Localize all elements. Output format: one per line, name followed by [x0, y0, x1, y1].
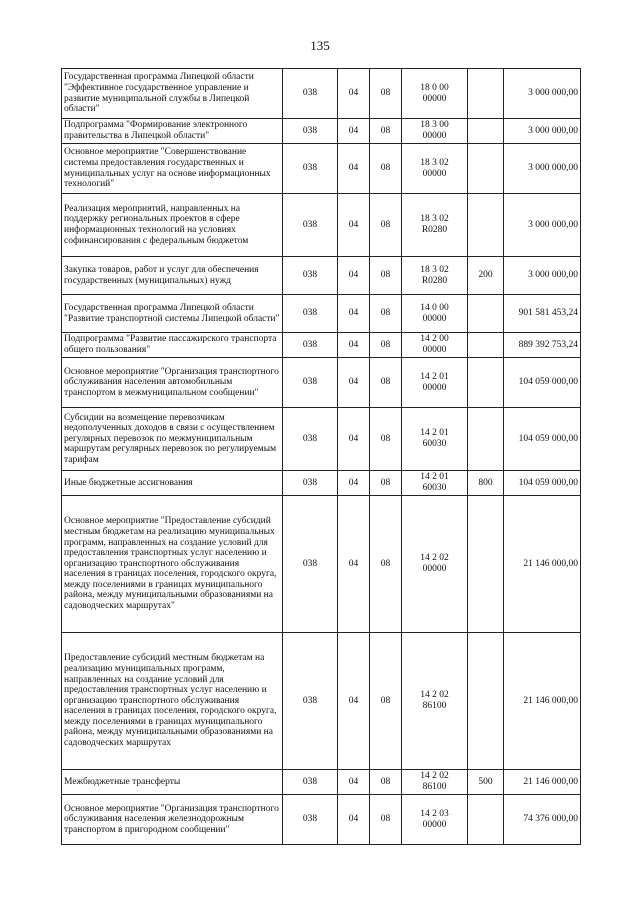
section-code-cell: 04	[338, 471, 370, 496]
section-code-cell: 04	[338, 119, 370, 144]
target-article-line-2: R0280	[421, 225, 448, 235]
ministry-code-cell: 038	[283, 471, 338, 496]
amount-cell: 3 000 000,00	[504, 69, 581, 119]
ministry-code-cell: 038	[283, 295, 338, 333]
expense-type-cell	[468, 69, 504, 119]
subsection-code-cell: 08	[370, 119, 402, 144]
target-article-cell	[402, 194, 468, 257]
subsection-code-cell: 08	[370, 496, 402, 633]
expense-name-cell: Межбюджетные трансферты	[62, 770, 283, 795]
expense-name-cell: Государственная программа Липецкой области "Развитие транспортной системы Липецкой области"	[62, 295, 283, 333]
section-code-cell: 04	[338, 795, 370, 845]
section-code-cell: 04	[338, 358, 370, 408]
target-article-cell	[402, 257, 468, 295]
ministry-code-cell: 038	[283, 257, 338, 295]
ministry-code-cell: 038	[283, 633, 338, 770]
amount-cell: 21 146 000,00	[504, 633, 581, 770]
amount-cell: 901 581 453,24	[504, 295, 581, 333]
amount-cell: 889 392 753,24	[504, 333, 581, 358]
expense-name-cell: Субсидии на возмещение перевозчикам недополученных доходов в связи с осуществлением регулярных перевозок по межмуниципальным маршрутам регулярных перевозок по регулируемым тарифам	[62, 408, 283, 471]
target-article-cell	[402, 69, 468, 119]
expense-type-cell	[468, 408, 504, 471]
target-article-line-2: R0280	[421, 275, 448, 286]
expense-type-cell	[468, 119, 504, 144]
target-article-cell	[402, 496, 468, 633]
amount-cell: 104 059 000,00	[504, 471, 581, 496]
subsection-code-cell: 08	[370, 194, 402, 257]
expense-name-cell: Закупка товаров, работ и услуг для обеспечения государственных (муниципальных) нужд	[62, 257, 283, 295]
ministry-code-cell: 038	[283, 119, 338, 144]
table-row	[62, 69, 581, 119]
budget-table	[61, 68, 581, 845]
target-article-line-1: 14 2 01	[420, 428, 449, 439]
expense-name-cell: Подпрограмма "Развитие пассажирского транспорта общего пользования"	[62, 333, 283, 358]
subsection-code-cell: 08	[370, 633, 402, 770]
subsection-code-cell: 08	[370, 795, 402, 845]
table-row	[62, 333, 581, 358]
target-article-line-2: 00000	[422, 168, 447, 179]
subsection-code-cell: 08	[370, 333, 402, 358]
ministry-code-cell: 038	[283, 144, 338, 194]
expense-type-cell	[468, 144, 504, 194]
expense-name-cell: Основное мероприятие "Совершенствование системы предоставления государственных и муниципальных услуг на основе информационных технологий"	[62, 144, 283, 194]
target-article-line-1: 14 2 00	[420, 334, 449, 345]
subsection-code-cell: 08	[370, 408, 402, 471]
table-row	[62, 496, 581, 633]
expense-type-cell: 800	[468, 471, 504, 496]
target-article-line-2: 00000	[422, 313, 447, 324]
target-article-cell	[402, 333, 468, 358]
target-article-cell	[402, 358, 468, 408]
expense-type-cell	[468, 194, 504, 257]
page-number: 135	[310, 38, 330, 53]
target-article-cell	[402, 295, 468, 333]
amount-cell: 3 000 000,00	[504, 257, 581, 295]
amount-cell: 74 376 000,00	[504, 795, 581, 845]
section-code-cell: 04	[338, 408, 370, 471]
table-row	[62, 194, 581, 257]
ministry-code-cell: 038	[283, 333, 338, 358]
target-article-line-2: 86100	[422, 701, 447, 711]
amount-cell: 3 000 000,00	[504, 144, 581, 194]
target-article-line-1: 18 3 00	[420, 120, 449, 131]
section-code-cell: 04	[338, 633, 370, 770]
subsection-code-cell: 08	[370, 471, 402, 496]
amount-cell: 104 059 000,00	[504, 358, 581, 408]
expense-name-cell: Государственная программа Липецкой области "Эффективное государственное управление и развитие муниципальной службы в Липецкой области"	[62, 69, 283, 119]
section-code-cell: 04	[338, 144, 370, 194]
expense-name-cell: Основное мероприятие "Организация транспортного обслуживания населения автомобильным транспортом в межмуниципальном сообщении"	[62, 358, 283, 408]
target-article-line-1: 14 2 01	[420, 472, 449, 483]
table-row	[62, 770, 581, 795]
section-code-cell: 04	[338, 257, 370, 295]
target-article-line-1: 14 2 03	[420, 808, 449, 819]
section-code-cell: 04	[338, 333, 370, 358]
table-row	[62, 119, 581, 144]
target-article-line-1: 14 2 02	[420, 771, 449, 782]
target-article-line-1: 18 3 02	[420, 214, 449, 225]
target-article-line-1: 18 3 02	[420, 264, 449, 275]
section-code-cell: 04	[338, 496, 370, 633]
amount-cell: 21 146 000,00	[504, 496, 581, 633]
expense-type-cell	[468, 333, 504, 358]
table-row	[62, 471, 581, 496]
target-article-cell	[402, 770, 468, 795]
expense-name-cell: Основное мероприятие "Предоставление субсидий местным бюджетам на реализацию муниципальных программ, направленных на создание условий для предоставления транспортных услуг населению и организацию транспортного обслуживания населения в границах поселения, городского округа, между поселениями в границах муниципального района, между муниципальными образованиями на садоводческих маршрутах"	[62, 496, 283, 633]
table-row	[62, 633, 581, 770]
ministry-code-cell: 038	[283, 770, 338, 795]
expense-type-cell: 500	[468, 770, 504, 795]
target-article-line-2: 00000	[422, 564, 447, 574]
target-article-line-2: 60030	[422, 483, 447, 493]
ministry-code-cell: 038	[283, 358, 338, 408]
amount-cell: 21 146 000,00	[504, 770, 581, 795]
target-article-cell	[402, 633, 468, 770]
expense-name-cell: Подпрограмма "Формирование электронного правительства в Липецкой области"	[62, 119, 283, 144]
table-row	[62, 408, 581, 471]
target-article-line-2: 60030	[422, 439, 447, 449]
table-row	[62, 358, 581, 408]
section-code-cell: 04	[338, 69, 370, 119]
section-code-cell: 04	[338, 295, 370, 333]
target-article-line-1: 14 2 01	[420, 371, 449, 382]
target-article-line-1: 14 2 02	[420, 553, 449, 564]
section-code-cell: 04	[338, 194, 370, 257]
subsection-code-cell: 08	[370, 144, 402, 194]
ministry-code-cell: 038	[283, 496, 338, 633]
expense-type-cell	[468, 496, 504, 633]
expense-type-cell	[468, 358, 504, 408]
section-code-cell: 04	[338, 770, 370, 795]
target-article-line-2: 00000	[422, 93, 447, 104]
target-article-line-1: 14 0 00	[420, 302, 449, 313]
expense-type-cell	[468, 633, 504, 770]
ministry-code-cell: 038	[283, 69, 338, 119]
table-row	[62, 295, 581, 333]
target-article-line-2: 86100	[422, 782, 447, 792]
target-article-line-1: 18 0 00	[420, 82, 449, 93]
ministry-code-cell: 038	[283, 408, 338, 471]
target-article-line-2: 00000	[422, 382, 447, 393]
table-row	[62, 257, 581, 295]
table-row	[62, 144, 581, 194]
target-article-cell	[402, 795, 468, 845]
expense-name-cell: Предоставление субсидий местным бюджетам на реализацию муниципальных программ, направленных на создание условий для предоставления транспортных услуг населению и организацию транспортного обслуживания населения в границах поселения, городского округа, между поселениями в границах муниципального района, между муниципальными образованиями на садоводческих маршрутах	[62, 633, 283, 770]
target-article-line-2: 00000	[422, 345, 447, 355]
target-article-line-2: 00000	[422, 131, 447, 141]
expense-type-cell	[468, 295, 504, 333]
amount-cell: 104 059 000,00	[504, 408, 581, 471]
expense-type-cell: 200	[468, 257, 504, 295]
budget-table-body	[62, 69, 581, 845]
target-article-cell	[402, 119, 468, 144]
subsection-code-cell: 08	[370, 770, 402, 795]
expense-name-cell: Иные бюджетные ассигнования	[62, 471, 283, 496]
table-row	[62, 795, 581, 845]
target-article-line-1: 18 3 02	[420, 157, 449, 168]
subsection-code-cell: 08	[370, 257, 402, 295]
target-article-line-1: 14 2 02	[420, 690, 449, 701]
amount-cell: 3 000 000,00	[504, 119, 581, 144]
subsection-code-cell: 08	[370, 69, 402, 119]
amount-cell: 3 000 000,00	[504, 194, 581, 257]
expense-type-cell	[468, 795, 504, 845]
target-article-cell	[402, 408, 468, 471]
expense-name-cell: Основное мероприятие "Организация транспортного обслуживания населения железнодорожным транспортом в пригородном сообщении"	[62, 795, 283, 845]
subsection-code-cell: 08	[370, 358, 402, 408]
ministry-code-cell: 038	[283, 194, 338, 257]
subsection-code-cell: 08	[370, 295, 402, 333]
target-article-line-2: 00000	[422, 819, 447, 830]
target-article-cell	[402, 471, 468, 496]
ministry-code-cell: 038	[283, 795, 338, 845]
target-article-cell	[402, 144, 468, 194]
expense-name-cell: Реализация мероприятий, направленных на поддержку региональных проектов в сфере информационных технологий на условиях софинансирования с федеральным бюджетом	[62, 194, 283, 257]
